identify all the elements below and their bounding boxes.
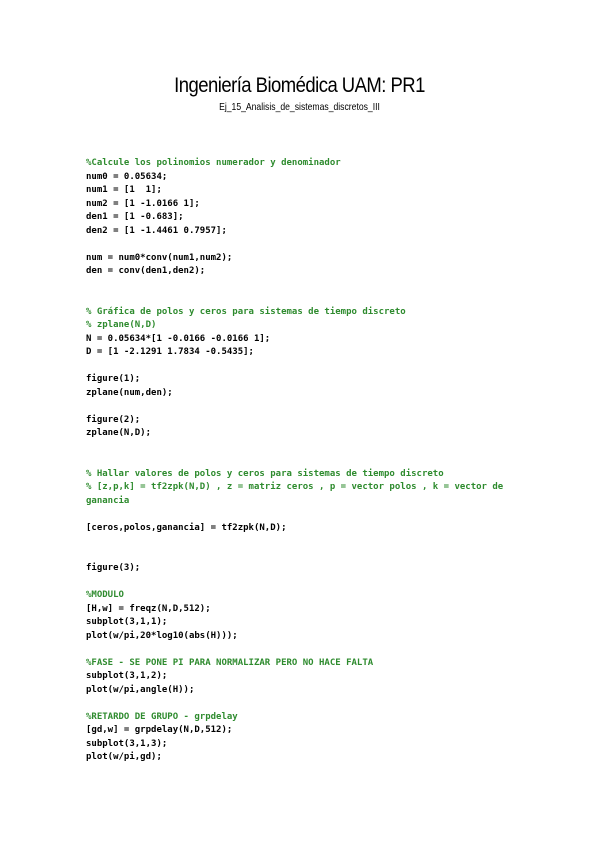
code-comment-line: %MODULO — [86, 590, 124, 600]
code-blank-line — [86, 441, 526, 455]
code-line: D = [1 -2.1291 1.7834 -0.5435]; — [86, 347, 254, 357]
code-blank-line — [86, 697, 526, 711]
code-line: num1 = [1 1]; — [86, 185, 162, 195]
code-line: zplane(N,D); — [86, 428, 152, 438]
code-comment-line: % zplane(N,D) — [86, 320, 157, 330]
code-comment-line: % [z,p,k] = tf2zpk(N,D) , z = matriz ceros , p = vector polos , k = vector de ganancia — [86, 482, 509, 506]
code-line: num0 = 0.05634; — [86, 171, 168, 182]
code-line: plot(w/pi,gd); — [86, 752, 162, 762]
document-subtitle: Ej_15_Analisis_de_sistemas_discretos_III — [219, 101, 380, 113]
code-line: num = num0*conv(num1,num2); — [86, 252, 233, 263]
code-line: subplot(3,1,2); — [86, 671, 168, 681]
code-blank-line — [86, 535, 526, 549]
code-line: [ceros,polos,ganancia] = tf2zpk(N,D); — [86, 522, 287, 533]
code-line: den = conv(den1,den2); — [86, 266, 206, 276]
code-comment-line: %FASE - SE PONE PI PARA NORMALIZAR PERO NO HACE FALTA — [86, 657, 374, 668]
code-blank-line — [86, 360, 526, 374]
code-comment-line: % Gráfica de polos y ceros para sistemas de tiempo discreto — [86, 306, 406, 317]
code-blank-line — [86, 643, 526, 657]
code-blank-line — [86, 549, 526, 563]
code-comment-line: % Hallar valores de polos y ceros para sistemas de tiempo discreto — [86, 468, 444, 479]
code-blank-line — [86, 238, 526, 252]
code-blank-line — [86, 508, 526, 522]
code-line: den1 = [1 -0.683]; — [86, 212, 184, 222]
code-line: subplot(3,1,1); — [86, 617, 168, 627]
code-blank-line — [86, 576, 526, 590]
code-line: figure(1); — [86, 374, 141, 384]
code-line: zplane(num,den); — [86, 387, 173, 398]
code-line: subplot(3,1,3); — [86, 738, 168, 749]
code-blank-line — [86, 279, 526, 293]
code-comment-line: %Calcule los polinomios numerador y denominador — [86, 158, 341, 168]
code-blank-line — [86, 400, 526, 414]
document-header — [0, 73, 599, 114]
code-line: den2 = [1 -1.4461 0.7957]; — [86, 225, 227, 236]
code-blank-line — [86, 454, 526, 468]
code-line: figure(2); — [86, 414, 141, 425]
document-title: Ingeniería Biomédica UAM: PR1 — [174, 74, 425, 97]
code-line: num2 = [1 -1.0166 1]; — [86, 198, 200, 209]
code-listing — [86, 157, 526, 765]
code-line: plot(w/pi,20*log10(abs(H))); — [86, 630, 238, 641]
code-comment-line: %RETARDO DE GRUPO - grpdelay — [86, 711, 238, 722]
code-blank-line — [86, 292, 526, 306]
code-line: [H,w] = freqz(N,D,512); — [86, 603, 211, 614]
code-line: N = 0.05634*[1 -0.0166 -0.0166 1]; — [86, 333, 271, 344]
code-line: plot(w/pi,angle(H)); — [86, 684, 195, 695]
code-line: figure(3); — [86, 563, 141, 573]
code-line: [gd,w] = grpdelay(N,D,512); — [86, 725, 233, 735]
